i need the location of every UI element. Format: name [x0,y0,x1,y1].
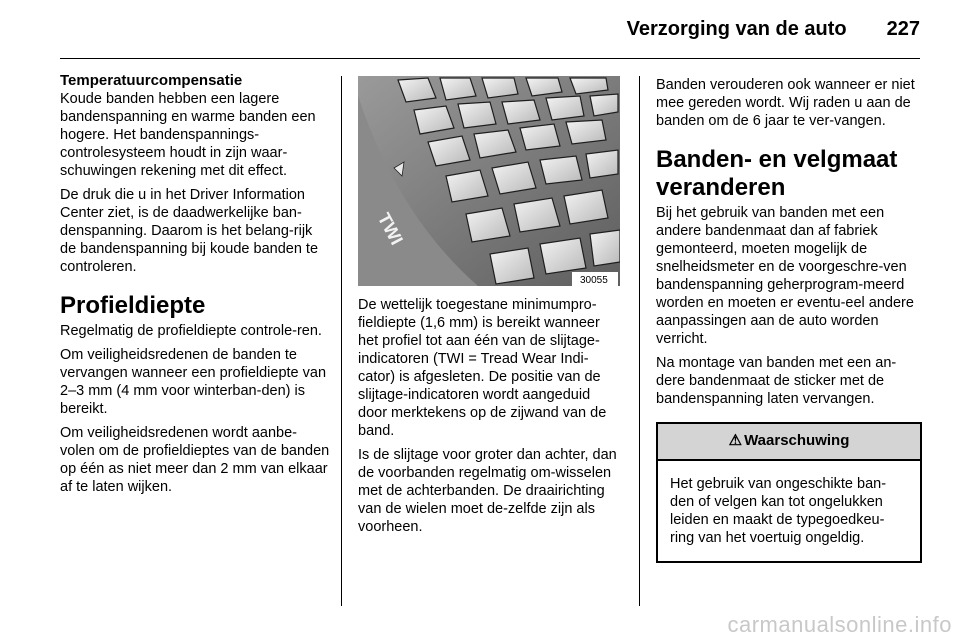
warning-header [658,424,920,461]
paragraph: Bij het gebruik van banden met een andere bandenmaat dan af fabriek gemonteerd, moeten mogelijk de snelheidsmeter en de voorgeschre-ven bandenspanning geherprogram-meerd worden en moeten er eventu-eel andere aanpassingen aan de auto worden verricht. [656,205,914,347]
warning-title: Waarschuwing [744,432,850,449]
paragraph: Regelmatig de profieldiepte controle-ren. [60,323,322,339]
paragraph: De druk die u in het Driver Information Center ziet, is de daadwerkelijke ban-denspanning. Daarom is het belang-rijk de bandenspanning bij koude banden te controleren. [60,187,319,275]
twi-label: TWI [373,209,407,249]
image-number: 30055 [580,275,608,286]
paragraph: Banden verouderen ook wanneer er niet mee gereden wordt. Wij raden u aan de banden om de 6 jaar te ver-vangen. [656,77,915,129]
temperature-compensation-heading: Temperatuurcompensatie [60,72,243,89]
column-divider-1 [341,76,342,606]
tire-tread-illustration [358,76,620,286]
column-divider-2 [639,76,640,606]
header-divider [60,58,920,59]
page-number: 227 [886,18,920,40]
page-header [627,18,920,41]
column-2 [358,76,622,542]
tire-size-change-heading: Banden- en velgmaat veranderen [656,146,898,201]
chapter-title: Verzorging van de auto [626,18,847,40]
paragraph: De wettelijk toegestane minimumpro-fieldiepte (1,6 mm) is bereikt wanneer het profiel tot aan één van de slijtage-indicatoren (TWI = Tread Wear Indi-cator) is afgesleten. De positie van de slijtage-indicatoren wordt aangeduid door merktekens op de zijwand van de band. [358,297,607,439]
warning-box [656,422,922,563]
paragraph: Om veiligheidsredenen de banden te vervangen wanneer een profieldiepte van 2–3 mm (4 mm voor winterban-den) is bereikt. [60,347,327,417]
warning-triangle-icon: ⚠ [728,432,743,449]
tread-depth-heading: Profieldiepte [60,292,206,319]
column-3 [656,76,920,563]
watermark: carmanualsonline.info [727,612,952,637]
paragraph: Koude banden hebben een lagere bandenspanning en warme banden een hogere. Het bandenspannings-controlesysteem houdt in zijn waar-schuwingen rekening met dit effect. [60,91,316,179]
warning-text: Het gebruik van ongeschikte ban-den of velgen kan tot ongelukken leiden en maakt de typegoedkeu-ring van het voertuig ongeldig. [670,476,887,546]
paragraph: Na montage van banden met een an-dere bandenmaat de sticker met de bandenspanning laten vervangen. [656,355,897,407]
paragraph: Is de slijtage voor groter dan achter, dan de voorbanden regelmatig om-wisselen met de achterbanden. De draairichting van de wielen moet de-zelfde zijn als voorheen. [358,447,617,535]
column-1 [60,72,330,502]
paragraph: Om veiligheidsredenen wordt aanbe-volen om de profieldieptes van de banden op één as niet meer dan 2 mm van elkaar af te laten wijken. [60,425,330,495]
